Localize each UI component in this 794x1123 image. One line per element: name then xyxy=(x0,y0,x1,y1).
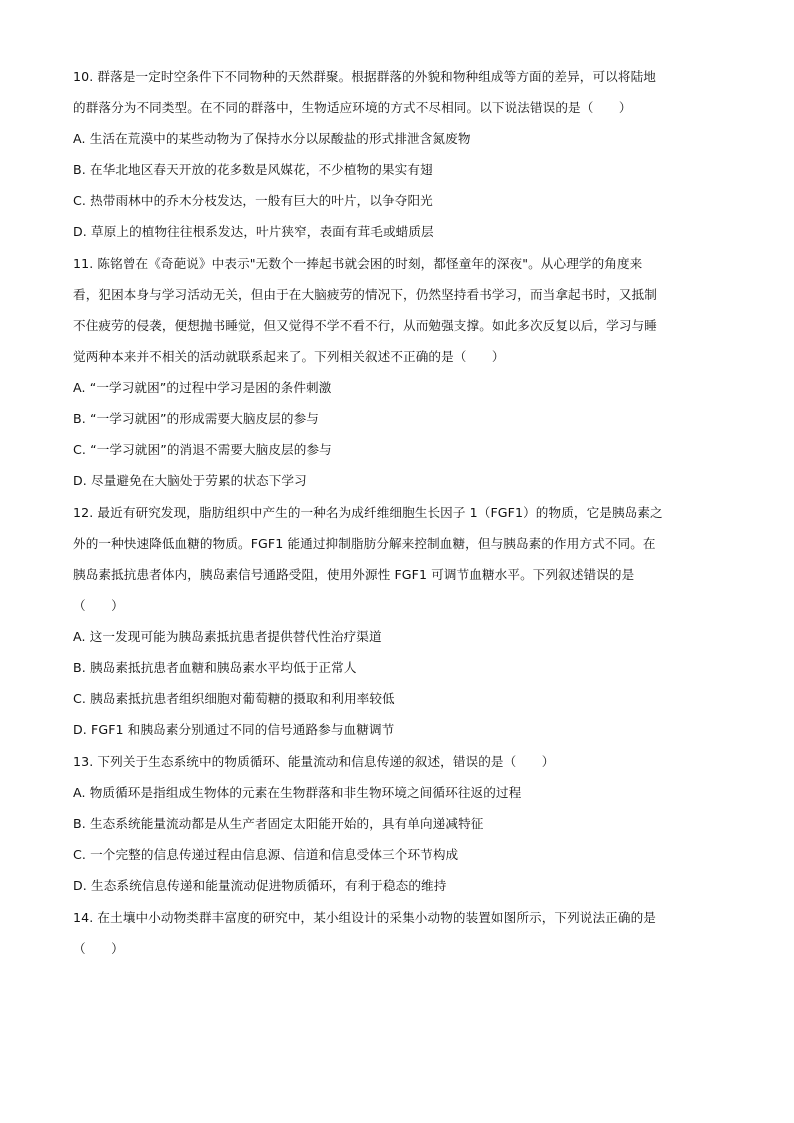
question-13-stem: 13. 下列关于生态系统中的物质循环、能量流动和信息传递的叙述，错误的是（ ） xyxy=(73,754,555,769)
question-10-stem: 的群落分为不同类型。在不同的群落中，生物适应环境的方式不尽相同。以下说法错误的是（ ） xyxy=(73,100,632,115)
question-13-option-d: D. 生态系统信息传递和能量流动促进物质循环，有利于稳态的维持 xyxy=(73,878,447,893)
question-12-option-b: B. 胰岛素抵抗患者血糖和胰岛素水平均低于正常人 xyxy=(73,660,357,675)
question-12-stem: 12. 最近有研究发现，脂肪组织中产生的一种名为成纤维细胞生长因子 1（FGF1）的物质，它是胰岛素之 xyxy=(73,505,663,520)
question-12-option-a: A. 这一发现可能为胰岛素抵抗患者提供替代性治疗渠道 xyxy=(73,629,382,644)
question-12-stem: 胰岛素抵抗患者体内，胰岛素信号通路受阻，使用外源性 FGF1 可调节血糖水平。下列叙述错误的是 xyxy=(73,567,635,582)
question-13-option-b: B. 生态系统能量流动都是从生产者固定太阳能开始的，具有单向递减特征 xyxy=(73,816,484,831)
question-11-option-a: A. “一学习就困”的过程中学习是困的条件刺激 xyxy=(73,380,332,395)
question-11-option-c: C. “一学习就困”的消退不需要大脑皮层的参与 xyxy=(73,442,332,457)
question-10-option-d: D. 草原上的植物往往根系发达，叶片狭窄，表面有茸毛或蜡质层 xyxy=(73,224,434,239)
question-11-option-b: B. “一学习就困”的形成需要大脑皮层的参与 xyxy=(73,411,319,426)
question-12-option-d: D. FGF1 和胰岛素分别通过不同的信号通路参与血糖调节 xyxy=(73,722,395,737)
question-11-stem: 不住疲劳的侵袭，便想抛书睡觉，但又觉得不学不看不行，从而勉强支撑。如此多次反复以后，学习与睡 xyxy=(73,318,657,333)
question-14-stem: 14. 在土壤中小动物类群丰富度的研究中，某小组设计的采集小动物的装置如图所示，下列说法正确的是 xyxy=(73,910,656,925)
question-10-option-a: A. 生活在荒漠中的某些动物为了保持水分以尿酸盐的形式排泄含氮废物 xyxy=(73,131,471,146)
question-14-stem: （ ） xyxy=(73,941,124,956)
question-13-option-c: C. 一个完整的信息传递过程由信息源、信道和信息受体三个环节构成 xyxy=(73,847,459,862)
question-11-stem: 觉两种本来并不相关的活动就联系起来了。下列相关叙述不正确的是（ ） xyxy=(73,349,505,364)
question-12-stem: 外的一种快速降低血糖的物质。FGF1 能通过抑制脂肪分解来控制血糖，但与胰岛素的作用方式不同。在 xyxy=(73,536,656,551)
question-11-stem: 看，犯困本身与学习活动无关，但由于在大脑疲劳的情况下，仍然坚持看书学习，而当拿起书时，又抵制 xyxy=(73,287,657,302)
question-10-stem: 10. 群落是一定时空条件下不同物种的天然群聚。根据群落的外貌和物种组成等方面的差异，可以将陆地 xyxy=(73,69,656,84)
question-12-stem: （ ） xyxy=(73,598,124,613)
question-13-option-a: A. 物质循环是指组成生物体的元素在生物群落和非生物环境之间循环往返的过程 xyxy=(73,785,522,800)
question-10-option-c: C. 热带雨林中的乔木分枝发达，一般有巨大的叶片，以争夺阳光 xyxy=(73,193,433,208)
question-11-stem: 11. 陈铭曾在《奇葩说》中表示"无数个一捧起书就会困的时刻，都怪童年的深夜"。从心理学的角度来 xyxy=(73,256,643,271)
question-10-option-b: B. 在华北地区春天开放的花多数是风媒花，不少植物的果实有翅 xyxy=(73,162,433,177)
question-11-option-d: D. 尽量避免在大脑处于劳累的状态下学习 xyxy=(73,473,307,488)
question-12-option-c: C. 胰岛素抵抗患者组织细胞对葡萄糖的摄取和利用率较低 xyxy=(73,691,395,706)
